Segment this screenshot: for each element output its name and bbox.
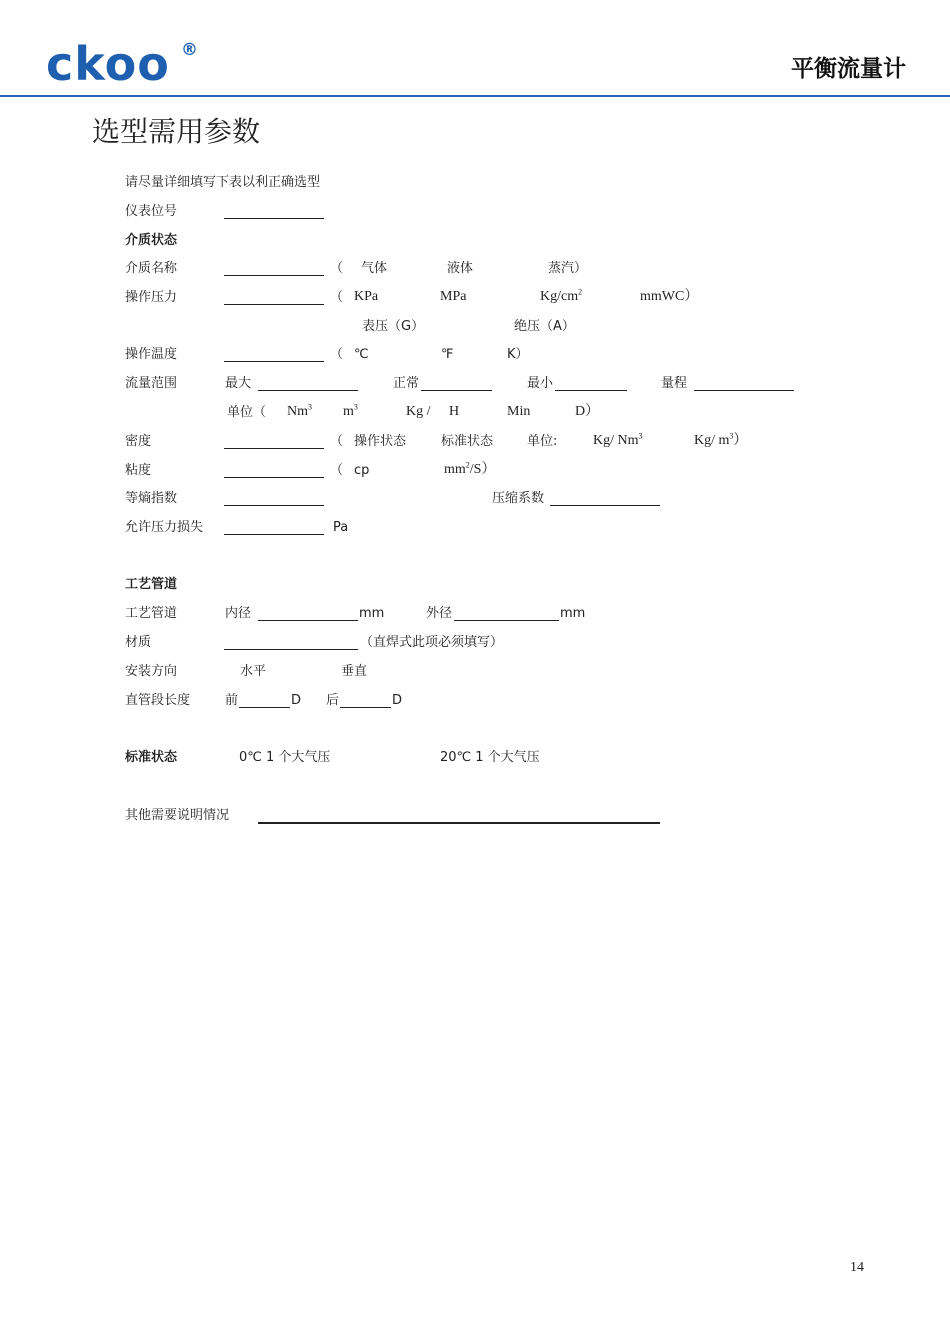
- flow-span-field[interactable]: [694, 390, 794, 391]
- density-standard-option[interactable]: 标准状态: [441, 434, 494, 449]
- flow-unit-nm3-sup: 3: [308, 402, 312, 412]
- install-vertical-option[interactable]: 垂直: [341, 664, 368, 679]
- brand-logo-text: ckoo: [46, 37, 170, 91]
- pressure-kgcm2-option[interactable]: [540, 288, 582, 306]
- pressure-gauge-option[interactable]: 表压（G）: [362, 319, 425, 334]
- standard-0c-option[interactable]: 0℃ 1 个大气压: [239, 750, 331, 765]
- pipe-inner-field[interactable]: [258, 620, 358, 621]
- compressibility-field[interactable]: [550, 505, 660, 506]
- temperature-kelvin-option[interactable]: K）: [507, 347, 529, 362]
- viscosity-mm2s-sup: 2: [465, 460, 470, 470]
- install-label: 安装方向: [125, 664, 178, 679]
- straight-length-label: 直管段长度: [125, 693, 191, 708]
- straight-front-label: 前: [225, 693, 239, 708]
- other-notes-field[interactable]: [258, 822, 660, 824]
- straight-back-field[interactable]: [340, 707, 391, 708]
- pipe-outer-unit: mm: [560, 606, 586, 621]
- medium-name-paren: （: [330, 261, 344, 276]
- flow-max-label: 最大: [225, 376, 252, 391]
- pressure-field[interactable]: [224, 304, 324, 305]
- viscosity-paren: （: [330, 463, 344, 478]
- temperature-celsius-option[interactable]: ℃: [354, 347, 369, 362]
- density-unit-label: 单位:: [527, 434, 558, 449]
- viscosity-field[interactable]: [224, 477, 324, 478]
- intro-text: 请尽量详细填写下表以利正确选型: [125, 175, 321, 190]
- pressure-kgcm2-sup: 2: [578, 287, 583, 297]
- material-field[interactable]: [224, 649, 358, 650]
- flow-unit-minute-option[interactable]: Min: [507, 404, 531, 419]
- flow-max-field[interactable]: [258, 390, 358, 391]
- density-label: 密度: [125, 434, 152, 449]
- pipe-label: 工艺管道: [125, 606, 178, 621]
- flow-unit-m3-text: m: [343, 404, 354, 419]
- flow-unit-nm3-option[interactable]: [287, 403, 312, 421]
- product-title: 平衡流量计: [791, 56, 906, 82]
- pipe-inner-label: 内径: [225, 606, 252, 621]
- straight-front-field[interactable]: [239, 707, 290, 708]
- flow-unit-hour-option[interactable]: H: [449, 404, 460, 419]
- pressure-kpa-option[interactable]: KPa: [354, 289, 379, 304]
- material-note: （直焊式此项必须填写）: [360, 635, 504, 650]
- pipe-outer-label: 外径: [426, 606, 453, 621]
- medium-section-heading: 介质状态: [125, 233, 178, 248]
- flow-unit-kg-option[interactable]: Kg /: [406, 404, 431, 419]
- pipe-inner-unit: mm: [359, 606, 385, 621]
- tag-no-label: 仪表位号: [125, 204, 178, 219]
- density-unit-kgnm3-option[interactable]: [593, 432, 643, 450]
- medium-name-label: 介质名称: [125, 261, 178, 276]
- density-kgm3-sup: 3: [729, 431, 734, 441]
- medium-steam-option[interactable]: 蒸汽）: [548, 261, 588, 276]
- density-kgm3-text: Kg/ m: [694, 433, 730, 448]
- temperature-fahrenheit-option[interactable]: ℉: [441, 347, 454, 362]
- flow-span-label: 量程: [661, 376, 688, 391]
- density-operating-option[interactable]: 操作状态: [354, 434, 407, 449]
- pressure-paren: （: [330, 290, 344, 305]
- isentropic-field[interactable]: [224, 505, 324, 506]
- flow-unit-nm3-text: Nm: [287, 404, 308, 419]
- flow-normal-label: 正常: [393, 376, 420, 391]
- density-kgnm3-sup: 3: [638, 431, 643, 441]
- temperature-label: 操作温度: [125, 347, 178, 362]
- brand-logo: [46, 36, 170, 92]
- flow-range-label: 流量范围: [125, 376, 178, 391]
- header-divider: [0, 95, 950, 97]
- pressure-loss-field[interactable]: [224, 534, 324, 535]
- tag-no-field[interactable]: [224, 218, 324, 219]
- medium-name-field[interactable]: [224, 275, 324, 276]
- viscosity-cp-option[interactable]: cp: [354, 463, 370, 478]
- flow-unit-m3-sup: 3: [353, 402, 358, 412]
- viscosity-label: 粘度: [125, 463, 152, 478]
- isentropic-label: 等熵指数: [125, 491, 178, 506]
- temperature-paren: （: [330, 347, 344, 362]
- other-notes-label: 其他需要说明情况: [125, 808, 230, 823]
- pressure-absolute-option[interactable]: 绝压（A）: [514, 319, 575, 334]
- density-field[interactable]: [224, 448, 324, 449]
- density-kgm3-end: ）: [733, 433, 748, 448]
- pressure-label: 操作压力: [125, 290, 178, 305]
- registered-mark: ®: [181, 40, 198, 60]
- pressure-loss-label: 允许压力损失: [125, 520, 204, 535]
- install-horizontal-option[interactable]: 水平: [240, 664, 267, 679]
- pressure-mpa-option[interactable]: MPa: [440, 289, 467, 304]
- density-unit-kgm3-option[interactable]: [694, 432, 747, 450]
- standard-state-label: 标准状态: [125, 750, 178, 765]
- page-title: 选型需用参数: [92, 115, 261, 148]
- medium-liquid-option[interactable]: 液体: [447, 261, 474, 276]
- pipe-outer-field[interactable]: [454, 620, 559, 621]
- flow-normal-field[interactable]: [421, 390, 492, 391]
- flow-unit-m3-option[interactable]: [343, 403, 358, 421]
- standard-20c-option[interactable]: 20℃ 1 个大气压: [440, 750, 540, 765]
- density-kgnm3-text: Kg/ Nm: [593, 433, 639, 448]
- flow-unit-label: 单位（: [227, 405, 267, 420]
- straight-back-label: 后: [326, 693, 340, 708]
- straight-back-unit: D: [392, 693, 403, 708]
- flow-min-field[interactable]: [555, 390, 627, 391]
- viscosity-mm2s-option[interactable]: [444, 461, 495, 479]
- medium-gas-option[interactable]: 气体: [361, 261, 388, 276]
- viscosity-mm2s-end: /S）: [469, 462, 496, 477]
- flow-unit-day-option[interactable]: D）: [575, 404, 600, 419]
- pressure-kgcm2-text: Kg/cm: [540, 289, 579, 304]
- density-paren: （: [330, 434, 344, 449]
- page-number: 14: [850, 1260, 864, 1275]
- viscosity-mm2s-text: mm: [444, 462, 466, 477]
- compressibility-label: 压缩系数: [492, 491, 545, 506]
- flow-min-label: 最小: [527, 376, 554, 391]
- pressure-mmwc-option[interactable]: mmWC）: [640, 289, 699, 304]
- pressure-loss-unit: Pa: [333, 520, 349, 535]
- temperature-field[interactable]: [224, 361, 324, 362]
- material-label: 材质: [125, 635, 152, 650]
- pipe-section-heading: 工艺管道: [125, 577, 178, 592]
- straight-front-unit: D: [291, 693, 302, 708]
